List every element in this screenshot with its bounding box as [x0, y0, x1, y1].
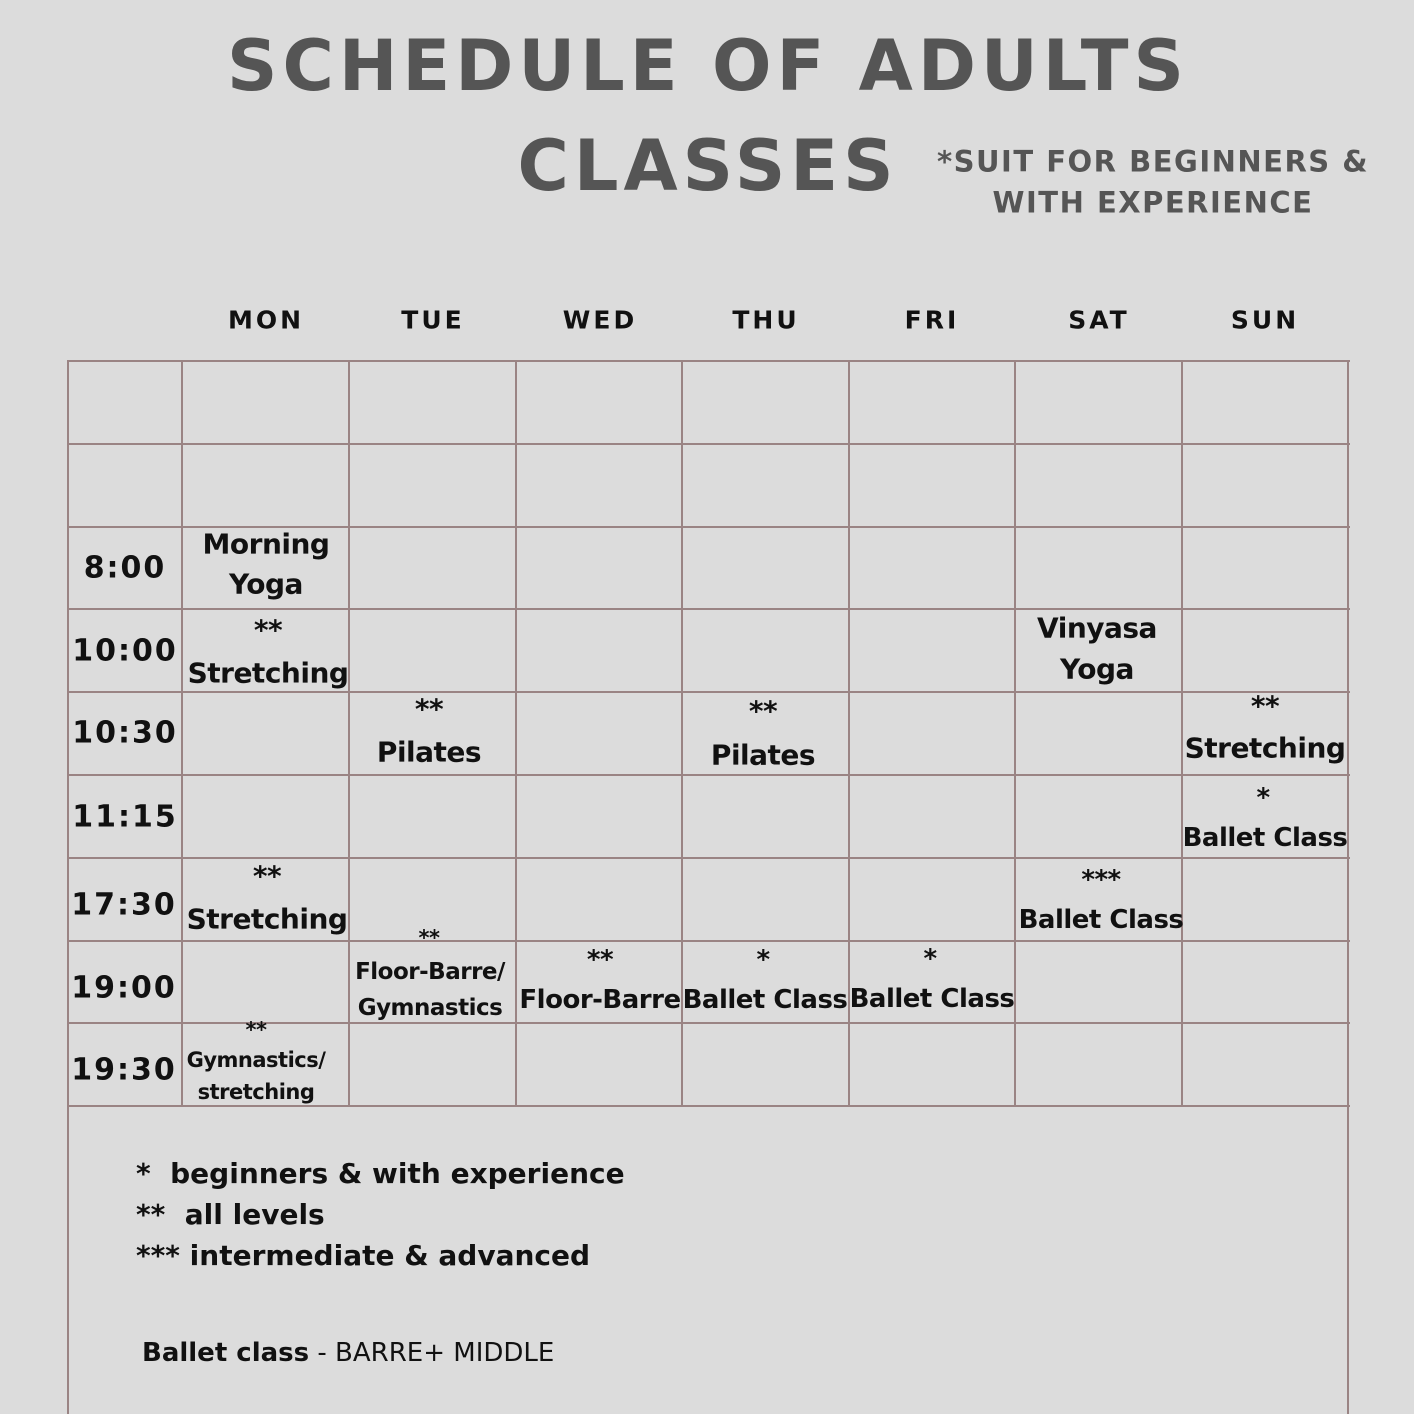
legend-item: * beginners & with experience	[136, 1157, 625, 1190]
time-label: 10:30	[72, 715, 178, 751]
class-name: Yoga	[229, 567, 303, 601]
legend-item: *** intermediate & advanced	[136, 1239, 591, 1272]
class-level-stars: ***	[1081, 865, 1121, 895]
suitability-note-line-2: WITH EXPERIENCE	[992, 185, 1314, 220]
day-wed: WED	[562, 305, 638, 335]
footer-note	[142, 1338, 554, 1368]
grid-line	[515, 360, 517, 1107]
grid-line	[68, 443, 1350, 445]
day-sun: SUN	[1230, 305, 1300, 335]
class-name: Ballet Class	[1182, 823, 1348, 853]
suitability-note-line-1: *SUIT FOR BEGINNERS &	[936, 144, 1370, 179]
time-label: 8:00	[83, 550, 167, 586]
legend	[136, 1153, 625, 1276]
day-fri: FRI	[904, 305, 960, 335]
legend-item: ** all levels	[136, 1198, 325, 1231]
class-name: Ballet Class	[849, 984, 1015, 1014]
class-level-stars: **	[253, 613, 283, 647]
grid-line	[68, 940, 1350, 942]
grid-line	[348, 360, 350, 1107]
class-name: Floor-Barre/	[355, 959, 505, 985]
class-name: Stretching	[1184, 731, 1346, 765]
grid-line	[1347, 360, 1349, 1414]
grid-line	[1181, 360, 1183, 1107]
grid-line	[67, 360, 69, 1414]
class-name: Yoga	[1060, 652, 1134, 686]
class-level-stars: **	[414, 692, 444, 726]
grid-line	[68, 608, 1350, 610]
time-label: 19:30	[71, 1052, 177, 1088]
grid-line	[68, 774, 1350, 776]
class-level-stars: **	[586, 945, 614, 975]
class-name: Gymnastics/	[186, 1048, 326, 1072]
class-name: Ballet Class	[1018, 905, 1184, 935]
footer-rest: - BARRE+ MIDDLE	[309, 1338, 555, 1368]
class-level-stars: *	[756, 945, 770, 975]
class-level-stars: **	[245, 1018, 267, 1042]
class-name: Pilates	[710, 738, 816, 772]
title-line-2: CLASSES	[517, 125, 899, 207]
time-label: 19:00	[71, 970, 177, 1006]
grid-line	[68, 1105, 1350, 1107]
class-level-stars: **	[1250, 689, 1280, 723]
time-label: 17:30	[71, 887, 177, 923]
day-mon: MON	[227, 305, 305, 335]
class-level-stars: **	[748, 694, 778, 728]
grid-line	[181, 360, 183, 1107]
grid-line	[68, 360, 1350, 362]
grid-line	[68, 691, 1350, 693]
class-name: stretching	[197, 1080, 315, 1104]
class-name: Morning	[202, 527, 330, 561]
time-label: 11:15	[72, 799, 178, 835]
day-tue: TUE	[401, 305, 465, 335]
class-name: Stretching	[186, 902, 348, 936]
day-sat: SAT	[1068, 305, 1130, 335]
class-name: Floor-Barre	[519, 985, 681, 1015]
class-level-stars: *	[923, 944, 937, 974]
day-thu: THU	[732, 305, 800, 335]
class-name: Pilates	[376, 735, 482, 769]
class-level-stars: *	[1256, 783, 1270, 813]
class-level-stars: **	[252, 859, 282, 893]
class-name: Stretching	[187, 656, 349, 690]
footer-bold: Ballet class	[142, 1338, 310, 1368]
class-name: Gymnastics	[357, 995, 503, 1021]
class-name: Ballet Class	[682, 985, 848, 1015]
title-line-1: SCHEDULE OF ADULTS	[227, 25, 1189, 107]
class-level-stars: **	[418, 926, 440, 950]
class-name: Vinyasa	[1037, 611, 1157, 645]
time-label: 10:00	[72, 633, 178, 669]
